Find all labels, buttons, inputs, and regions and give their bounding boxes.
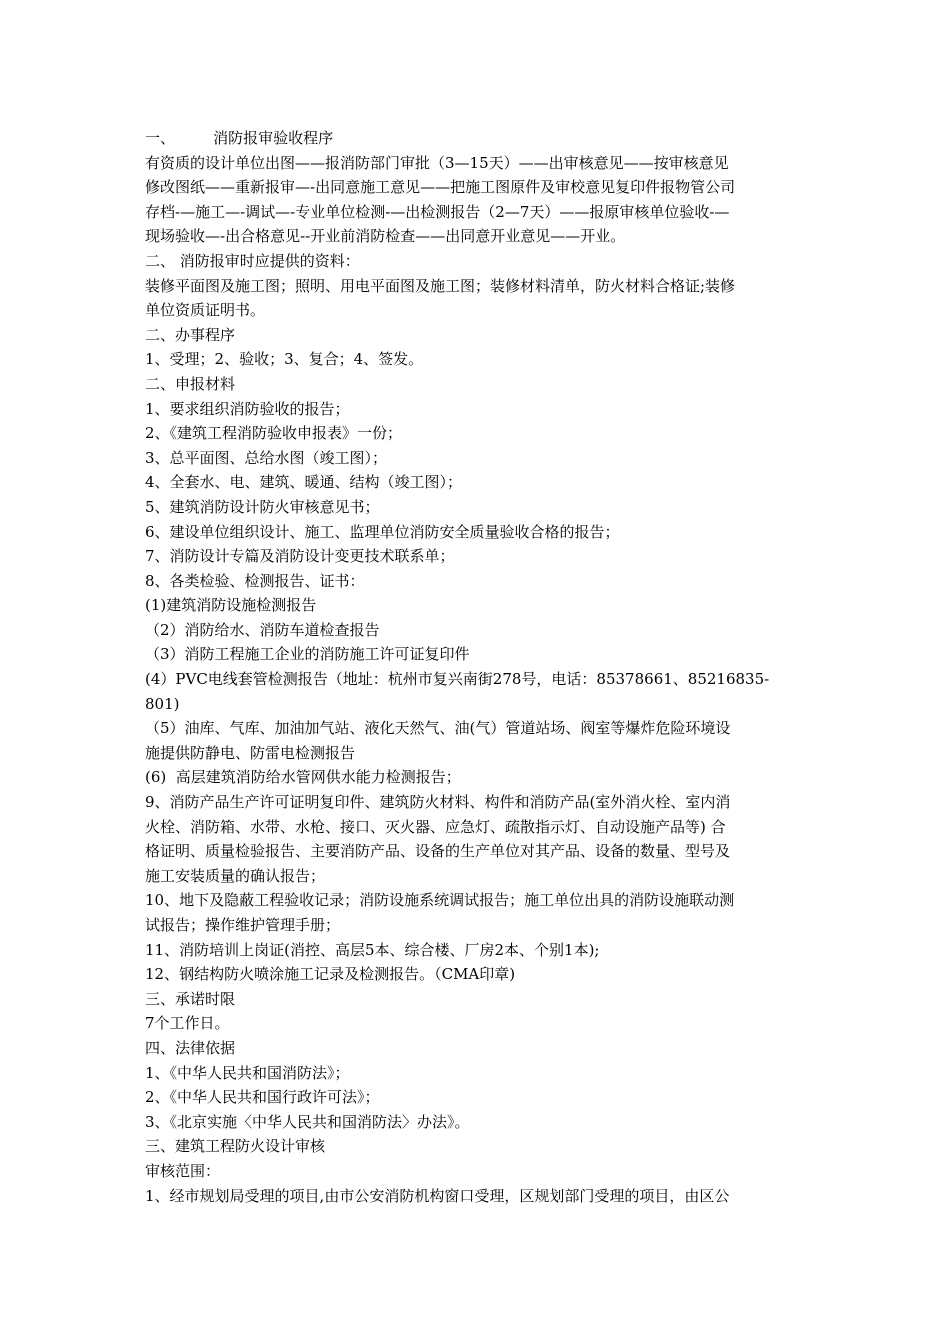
list-item: 5、建筑消防设计防火审核意见书； bbox=[145, 497, 380, 516]
sub-list-item: （3）消防工程施工企业的消防施工许可证复印件 bbox=[145, 645, 470, 664]
sub-list-item: （2）消防给水、消防车道检查报告 bbox=[145, 620, 380, 639]
document-body bbox=[145, 126, 813, 1208]
section-heading: 一、 消防报审验收程序 bbox=[145, 129, 334, 147]
section-heading: 三、建筑工程防火设计审核 bbox=[145, 1137, 326, 1156]
list-item: 1、《中华人民共和国消防法》； bbox=[145, 1063, 350, 1082]
list-item: 6、建设单位组织设计、施工、监理单位消防安全质量验收合格的报告； bbox=[145, 522, 620, 541]
list-item: 7、消防设计专篇及消防设计变更技术联系单； bbox=[145, 547, 455, 566]
list-item: 10、地下及隐蔽工程验收记录；消防设施系统调试报告；施工单位出具的消防设施联动测 bbox=[145, 891, 735, 910]
text-line: 修改图纸——重新报审—-出同意施工意见——把施工图原件及审校意见复印件报物管公司 bbox=[145, 178, 736, 197]
text-line: 现场验收—-出合格意见--开业前消防检查——出同意开业意见——开业。 bbox=[145, 227, 626, 246]
text-line: 7个工作日。 bbox=[145, 1014, 230, 1033]
list-item: 12、钢结构防火喷涂施工记录及检测报告。（CMA印章) bbox=[145, 965, 516, 984]
text-line: 审核范围： bbox=[145, 1161, 221, 1180]
text-line: 有资质的设计单位出图——报消防部门审批（3—15天）——出审核意见——按审核意见 bbox=[145, 153, 729, 172]
text-line: 试报告；操作维护管理手册； bbox=[145, 916, 341, 934]
list-item: 11、消防培训上岗证(消控、高层5本、综合楼、厂房2本、个别1本); bbox=[145, 940, 600, 959]
text-line: 施工安装质量的确认报告； bbox=[145, 866, 326, 885]
sub-list-item: (1)建筑消防设施检测报告 bbox=[145, 596, 317, 615]
list-item: 8、各类检验、检测报告、证书： bbox=[145, 571, 365, 590]
text-line: 施提供防静电、防雷电检测报告 bbox=[145, 743, 356, 762]
text-line: 1、受理；2、验收；3、复合；4、签发。 bbox=[145, 350, 424, 369]
list-item: 4、全套水、电、建筑、暖通、结构（竣工图）； bbox=[145, 473, 463, 492]
text-line: 单位资质证明书。 bbox=[145, 301, 266, 320]
sub-list-item: （5）油库、气库、加油加气站、液化天然气、油(气）管道站场、阀室等爆炸危险环境设 bbox=[145, 719, 731, 738]
list-item: 1、要求组织消防验收的报告； bbox=[145, 399, 350, 418]
text-line: 火栓、消防箱、水带、水枪、接口、灭火器、应急灯、疏散指示灯、自动设施产品等) 合 bbox=[145, 817, 726, 836]
section-heading: 三、承诺时限 bbox=[145, 989, 236, 1008]
section-heading: 二、办事程序 bbox=[145, 325, 236, 344]
section-heading: 二、申报材料 bbox=[145, 374, 236, 393]
text-line: 装修平面图及施工图；照明、用电平面图及施工图；装修材料清单，防火材料合格证;装修 bbox=[145, 276, 736, 295]
text-line: 格证明、质量检验报告、主要消防产品、设备的生产单位对其产品、设备的数量、型号及 bbox=[145, 842, 731, 861]
list-item: 3、总平面图、总给水图（竣工图）； bbox=[145, 448, 388, 467]
section-heading: 四、法律依据 bbox=[145, 1038, 236, 1057]
list-item: 9、消防产品生产许可证明复印件、建筑防火材料、构件和消防产品(室外消火栓、室内消 bbox=[145, 793, 731, 812]
list-item: 3、《北京实施〈中华人民共和国消防法〉办法》。 bbox=[145, 1112, 470, 1131]
sub-list-item: (6) 高层建筑消防给水管网供水能力检测报告； bbox=[145, 768, 461, 787]
section-heading: 二、 消防报审时应提供的资料： bbox=[145, 251, 360, 270]
sub-list-item: (4）PVC电线套管检测报告（地址：杭州市复兴南街278号，电话：85378661、85216835- bbox=[145, 670, 770, 689]
text-line: 801) bbox=[145, 694, 180, 713]
list-item: 1、经市规划局受理的项目,由市公安消防机构窗口受理，区规划部门受理的项目，由区公 bbox=[145, 1186, 730, 1205]
text-line: 存档-—施工—-调试—-专业单位检测-—出检测报告（2—7天）——报原审核单位验收-— bbox=[145, 202, 730, 221]
list-item: 2、《建筑工程消防验收申报表》一份； bbox=[145, 424, 403, 443]
list-item: 2、《中华人民共和国行政许可法》； bbox=[145, 1088, 380, 1107]
